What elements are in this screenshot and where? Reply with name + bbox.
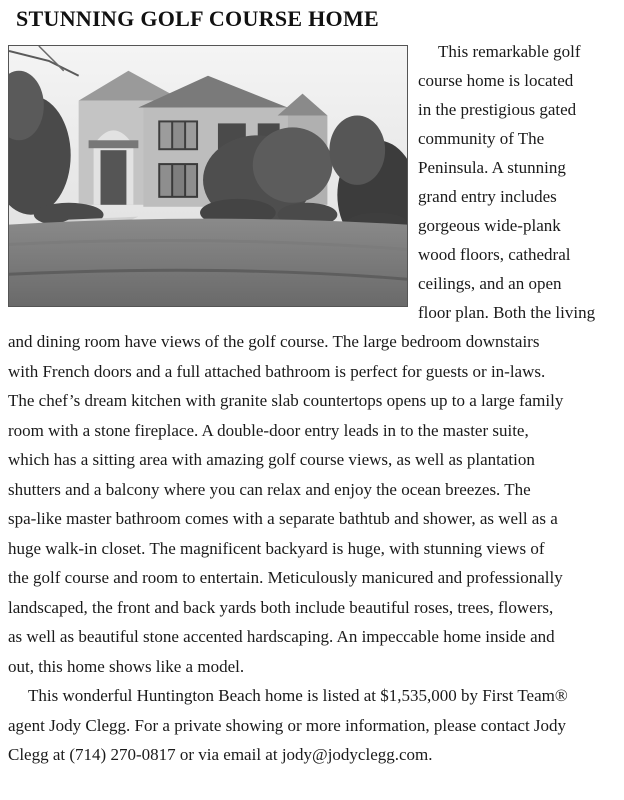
side-line: wood floors, cathedral bbox=[418, 245, 571, 264]
side-column-text bbox=[418, 37, 618, 327]
body-line: landscaped, the front and back yards both include beautiful roses, trees, flowers, bbox=[8, 597, 554, 617]
article-headline: STUNNING GOLF COURSE HOME bbox=[16, 6, 380, 31]
body-line: which has a sitting area with amazing golf course views, as well as plantation bbox=[8, 450, 535, 469]
body-line: This wonderful Huntington Beach home is listed at $1,535,000 by First Team® bbox=[28, 686, 568, 705]
house-photo-illustration bbox=[9, 46, 407, 306]
side-line: Peninsula. A stunning bbox=[418, 158, 566, 177]
side-line: ceilings, and an open bbox=[418, 274, 562, 293]
side-line: This remarkable golf bbox=[438, 42, 581, 61]
body-line: shutters and a balcony where you can relax and enjoy the ocean breezes. The bbox=[8, 479, 531, 499]
side-line: grand entry includes bbox=[418, 187, 557, 206]
side-line: course home is located bbox=[418, 71, 574, 90]
article-body bbox=[8, 327, 620, 770]
body-line: room with a stone fireplace. A double-door entry leads in to the master suite, bbox=[8, 420, 529, 440]
body-line: the golf course and room to entertain. Meticulously manicured and professionally bbox=[8, 568, 563, 587]
house-photo bbox=[8, 45, 408, 307]
body-line: Clegg at (714) 270-0817 or via email at jody@jodyclegg.com. bbox=[8, 745, 433, 764]
side-line: in the prestigious gated bbox=[418, 100, 577, 119]
body-line: The chef’s dream kitchen with granite slab countertops opens up to a large family bbox=[8, 391, 564, 410]
paragraph-1 bbox=[8, 327, 620, 681]
body-line: as well as beautiful stone accented hardscaping. An impeccable home inside and bbox=[8, 627, 555, 646]
body-line: with French doors and a full attached bathroom is perfect for guests or in-laws. bbox=[8, 361, 546, 381]
body-line: agent Jody Clegg. For a private showing or more information, please contact Jody bbox=[8, 715, 567, 735]
paragraph-2 bbox=[8, 681, 620, 770]
body-line: out, this home shows like a model. bbox=[8, 656, 245, 676]
body-line: huge walk-in closet. The magnificent backyard is huge, with stunning views of bbox=[8, 538, 545, 558]
side-line: community of The bbox=[418, 129, 545, 148]
body-line: spa-like master bathroom comes with a separate bathtub and shower, as well as a bbox=[8, 509, 558, 528]
body-line: and dining room have views of the golf course. The large bedroom downstairs bbox=[8, 332, 540, 351]
side-line: gorgeous wide-plank bbox=[418, 216, 561, 235]
side-line: floor plan. Both the living bbox=[418, 303, 596, 322]
